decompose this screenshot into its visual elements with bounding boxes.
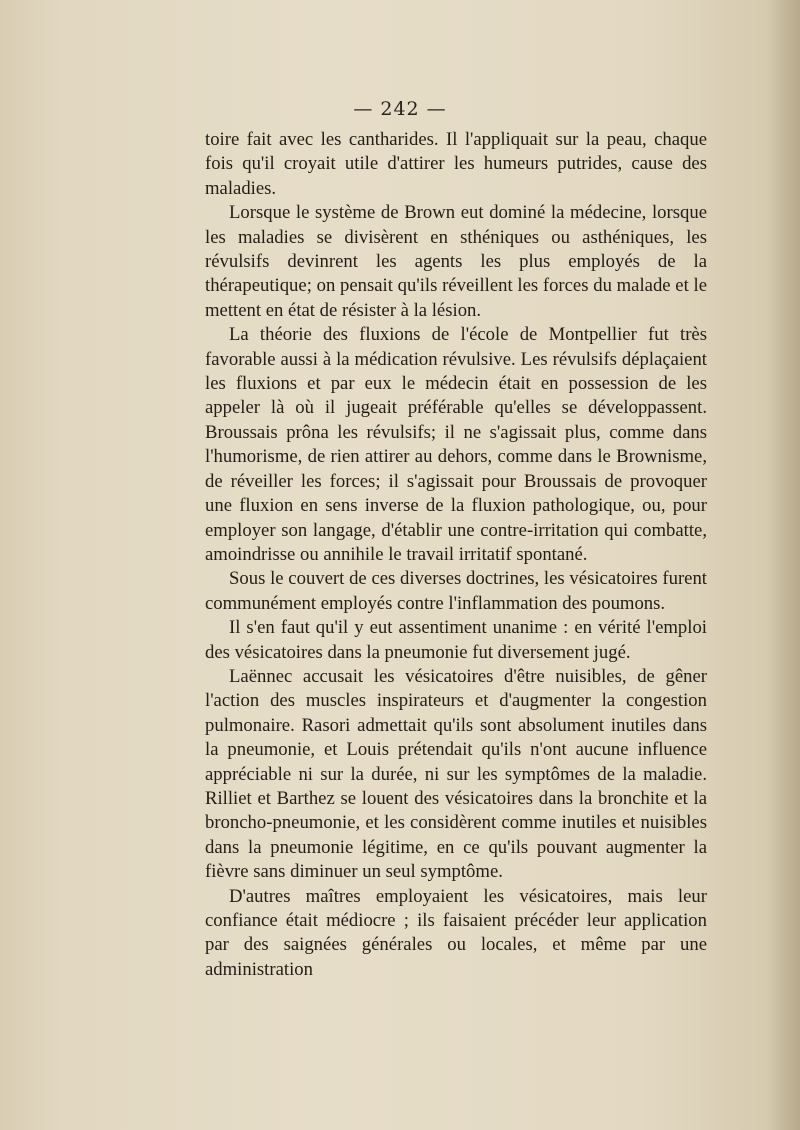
paragraph-2: Lorsque le système de Brown eut dominé la médecine, lorsque les maladies se divisèrent en sthéniques ou asthéniques, les révulsifs devinrent les agents les plus employés de la thérapeutique; on pensait qu'ils réveillent les forces du malade et le mettent en état de résister à la lésion. [205,202,707,321]
paragraph-1: toire fait avec les cantharides. Il l'appliquait sur la peau, chaque fois qu'il croyait utile d'attirer les humeurs putrides, cause des maladies. [205,129,707,199]
paragraph-4: Sous le couvert de ces diverses doctrines, les vésicatoires furent communément employés contre l'inflammation des poumons. [205,568,707,614]
paragraph-3: La théorie des fluxions de l'école de Montpellier fut très favorable aussi à la médication révulsive. Les révulsifs déplaçaient les fluxions et par eux le médecin était en possession de les appeler là où il jugeait préférable qu'elles se développassent. Broussais prôna les révulsifs; il ne s'agissait plus, comme dans l'humorisme, de rien attirer au dehors, comme dans le Brownisme, de réveiller les forces; il s'agissait pour Broussais de provoquer une fluxion en sens inverse de la fluxion pathologique, ou, pour employer son langage, d'établir une contre-irritation qui combatte, amoindrisse ou annihile le travail irritatif spontané. [205,324,707,565]
body-text [205,128,707,982]
page-number: — 242 — [353,98,447,120]
paragraph-7: D'autres maîtres employaient les vésicatoires, mais leur confiance était médiocre ; ils faisaient précéder leur application par des saignées générales ou locales, et même par une administration [205,885,707,980]
paragraph-5: Il s'en faut qu'il y eut assentiment unanime : en vérité l'emploi des vésicatoires dans la pneumonie fut diversement jugé. [205,617,707,663]
page-edge-shadow [766,0,800,1130]
paragraph-6: Laënnec accusait les vésicatoires d'être nuisibles, de gêner l'action des muscles inspirateurs et d'augmenter la congestion pulmonaire. Rasori admettait qu'ils sont absolument inutiles dans la pneumonie, et Louis prétendait qu'ils n'ont aucune influence appréciable ni sur la durée, ni sur les symptômes de la maladie. Rilliet et Barthez se louent des vésicatoires dans la bronchite et la broncho-pneumonie, et les considèrent comme inutiles et nuisibles dans la pneumonie légitime, en ce qu'ils pouvant augmenter la fièvre sans diminuer un seul symptôme. [205,665,707,883]
